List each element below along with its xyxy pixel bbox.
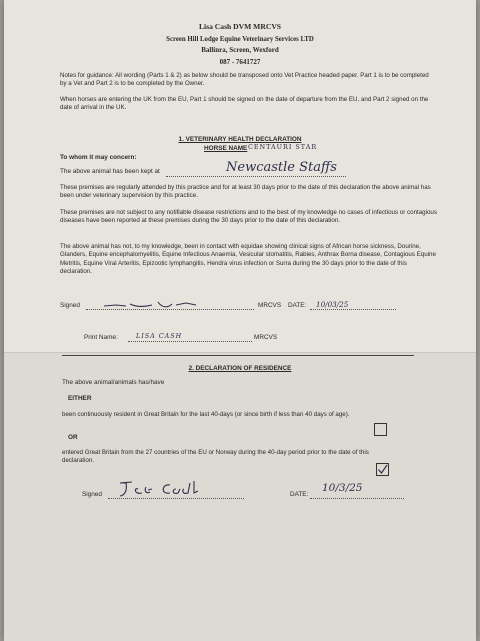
notes-guidance: Notes for guidance: All wording (Parts 1 & 2) as below should be transposed onto Vet Practice headed paper. Part 1 is to be completed by a Vet and Part 2 is to be completed by the Owner. [60,72,429,88]
section2-intro: The above animal/animals has/have [62,379,165,386]
owner-date-label: DATE: [290,491,309,498]
notes-entering: When horses are entering the UK from the EU, Part 1 should be signed on the date of departure from the EU, and Part 2 signed on the date of arrival in the UK. [60,96,429,112]
vet-mrcvs-label: MRCVS [258,302,282,309]
option2-text: entered Great Britain from the 27 countries of the EU or Norway during the 40-day period prior to the date of this declaration. [62,449,369,465]
document-page [4,0,476,640]
either-label: EITHER [68,395,92,402]
print-mrcvs-label: MRCVS [254,334,278,341]
owner-date-line [310,498,404,499]
vet-signature [100,296,210,312]
section-divider [62,355,414,356]
para-restrictions: These premises are not subject to any notifiable disease restrictions and to the best of my knowledge no cases of infectious or contagious diseases have been reported at these premises during the 30 days prior to the date of this declaration. [60,209,437,225]
para-contact: The above animal has not, to my knowledge, been in contact with equidae showing clinical signs of African horse sickness, Dourine, Glanders, Equine encephalomyelitis, Equine Infectious Anaemia, Vesicular stomatitis, Rabies, Anthrax Borna disease, Contagious Equine Metritis, Equine Viral Arteritis, Epizootic lymphangitis, Hendra virus infection or Surra during the 30 days prior to the date of this declaration. [60,243,436,276]
print-name-label: Print Name: [84,334,118,341]
letterhead-address: Ballinra, Screen, Wexford [201,46,279,54]
or-label: OR [68,434,78,441]
option1-checkbox[interactable] [374,423,387,436]
option2-checkbox[interactable] [376,463,389,476]
owner-signature [114,477,218,501]
owner-date-value: 10/3/25 [322,482,363,494]
section2-title: 2. DECLARATION OF RESIDENCE [188,365,292,372]
vet-date-value: 10/03/25 [316,300,349,309]
checkmark-icon [377,464,388,475]
letterhead-practice: Screen Hill Lodge Equine Veterinary Services LTD [166,36,314,43]
vet-date-label: DATE: [288,302,307,309]
section1-title: 1. VETERINARY HEALTH DECLARATION [178,136,302,143]
owner-signed-label: Signed [82,491,102,498]
letterhead-phone: 087 - 7641727 [219,58,261,66]
horse-name-value: CENTAURI STAR [248,143,318,151]
lower-fold [4,352,476,641]
to-whom-heading: To whom it may concern: [60,154,137,161]
vet-signed-label: Signed [60,302,80,309]
option1-text: been continuously resident in Great Britain for the last 40-days (or since birth if less than 40 days of age). [62,411,350,418]
letterhead-name: Lisa Cash DVM MRCVS [198,22,282,31]
horse-name-label: HORSE NAME [204,145,248,152]
vet-date-line [310,309,396,310]
kept-at-value: Newcastle Staffs [226,160,337,175]
print-name-value: LISA CASH [136,332,183,340]
kept-at-label: The above animal has been kept at [60,168,160,175]
kept-at-line [166,176,346,177]
para-supervision: These premises are regularly attended by this practice and for at least 30 days prior to the date of this declaration the above animal has been under veterinary supervision by this practice. [60,184,431,200]
print-name-line [128,341,252,342]
